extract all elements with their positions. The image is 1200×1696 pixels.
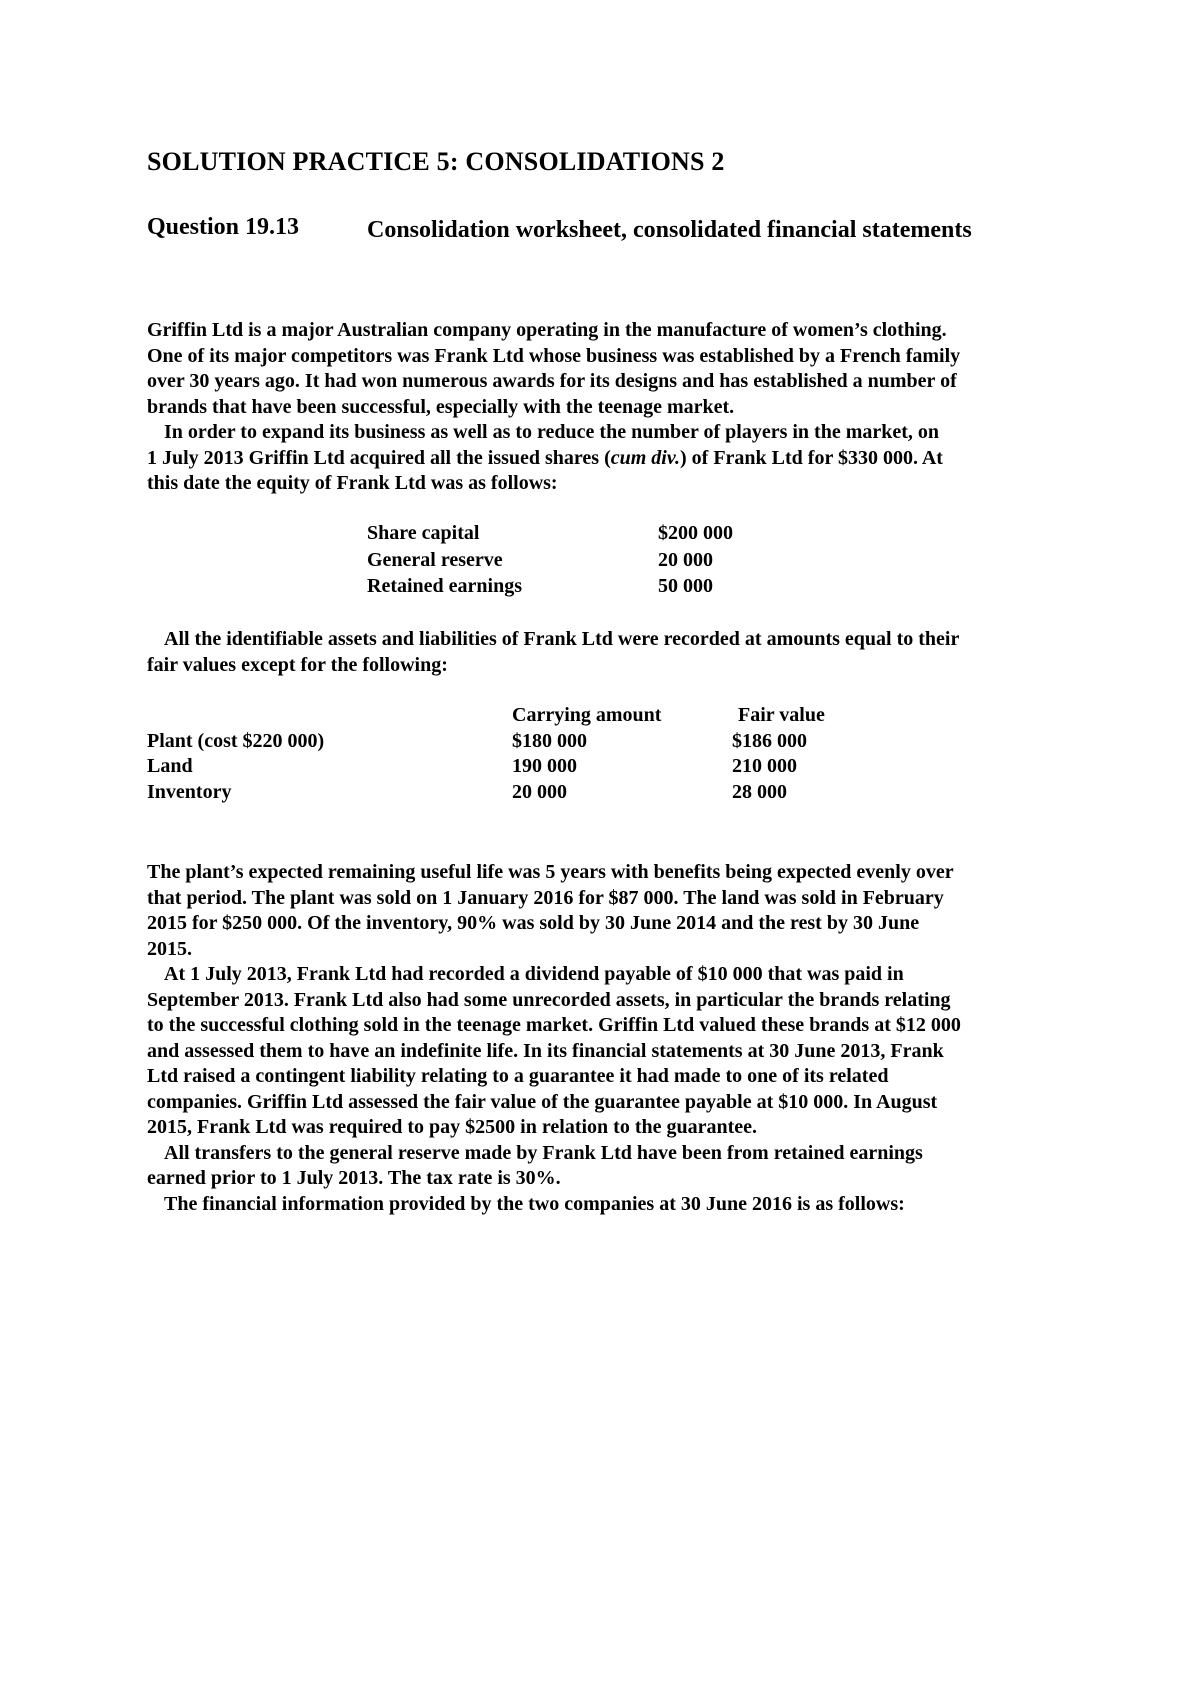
paragraph-line: All transfers to the general reserve made by Frank Ltd have been from retained earnings: [164, 1141, 923, 1164]
column-header-fair-value: Fair value: [738, 704, 825, 726]
asset-name: Inventory: [147, 781, 232, 804]
fair-value: $186 000: [732, 729, 807, 752]
paragraph-line: this date the equity of Frank Ltd was as follows:: [147, 472, 558, 494]
question-title: Consolidation worksheet, consolidated financial statements: [367, 217, 972, 243]
text-run: ) of Frank Ltd for $330 000. At: [680, 446, 943, 469]
paragraph-line: fair values except for the following:: [147, 653, 448, 676]
paragraph-line-with-italic: [147, 446, 1072, 472]
fair-value: 210 000: [732, 755, 797, 778]
paragraph-line: The plant’s expected remaining useful life was 5 years with benefits being expected evenly over: [147, 861, 954, 883]
carrying-amount: 190 000: [512, 755, 577, 778]
document-title: SOLUTION PRACTICE 5: CONSOLIDATIONS 2: [147, 147, 725, 176]
question-number: Question 19.13: [147, 214, 300, 240]
paragraph-line: companies. Griffin Ltd assessed the fair value of the guarantee payable at $10 000. In August: [147, 1090, 938, 1113]
paragraph-line: Griffin Ltd is a major Australian company operating in the manufacture of women’s clothing.: [147, 319, 947, 341]
equity-label: General reserve: [367, 548, 503, 571]
equity-value: $200 000: [658, 522, 733, 544]
equity-label: Retained earnings: [367, 575, 522, 597]
paragraph-line: At 1 July 2013, Frank Ltd had recorded a dividend payable of $10 000 that was paid in: [164, 963, 904, 985]
asset-name: Land: [147, 755, 193, 778]
equity-label: Share capital: [367, 522, 480, 544]
paragraph-line: The financial information provided by the two companies at 30 June 2016 is as follows:: [164, 1192, 905, 1215]
paragraph-line: that period. The plant was sold on 1 January 2016 for $87 000. The land was sold in February: [147, 886, 944, 909]
paragraph-line: 2015 for $250 000. Of the inventory, 90% was sold by 30 June 2014 and the rest by 30 June: [147, 912, 920, 934]
column-header-carrying-amount: Carrying amount: [512, 704, 662, 726]
equity-value: 20 000: [658, 548, 713, 571]
paragraph-line: and assessed them to have an indefinite life. In its financial statements at 30 June 2013, Frank: [147, 1039, 944, 1062]
paragraph-line: 2015, Frank Ltd was required to pay $2500 in relation to the guarantee.: [147, 1116, 758, 1138]
fair-value: 28 000: [732, 781, 787, 804]
text-run: 1 July 2013 Griffin Ltd acquired all the issued shares (: [147, 446, 611, 469]
paragraph-line: brands that have been successful, especially with the teenage market.: [147, 395, 735, 418]
asset-name: Plant (cost $220 000): [147, 729, 325, 752]
paragraph-line: September 2013. Frank Ltd also had some unrecorded assets, in particular the brands relating: [147, 988, 951, 1011]
italic-term: cum div.: [610, 446, 680, 469]
equity-value: 50 000: [658, 575, 713, 597]
fair-value-intro-paragraph: [147, 627, 1072, 678]
carrying-amount: $180 000: [512, 729, 587, 752]
paragraph-line: earned prior to 1 July 2013. The tax rate is 30%.: [147, 1167, 561, 1189]
paragraph-line: to the successful clothing sold in the teenage market. Griffin Ltd valued these brands at $12 000: [147, 1014, 961, 1036]
paragraph-line: 2015.: [147, 937, 192, 960]
paragraph-line: over 30 years ago. It had won numerous awards for its designs and has established a number of: [147, 370, 957, 392]
paragraph-line: Ltd raised a contingent liability relating to a guarantee it had made to one of its related: [147, 1065, 889, 1087]
intro-paragraph: [147, 318, 1072, 497]
carrying-amount: 20 000: [512, 781, 567, 804]
paragraph-line: All the identifiable assets and liabilities of Frank Ltd were recorded at amounts equal to their: [164, 628, 960, 650]
paragraph-line: One of its major competitors was Frank Ltd whose business was established by a French family: [147, 344, 961, 367]
details-paragraph: [147, 860, 1072, 1217]
paragraph-line: In order to expand its business as well as to reduce the number of players in the market, on: [164, 421, 940, 443]
